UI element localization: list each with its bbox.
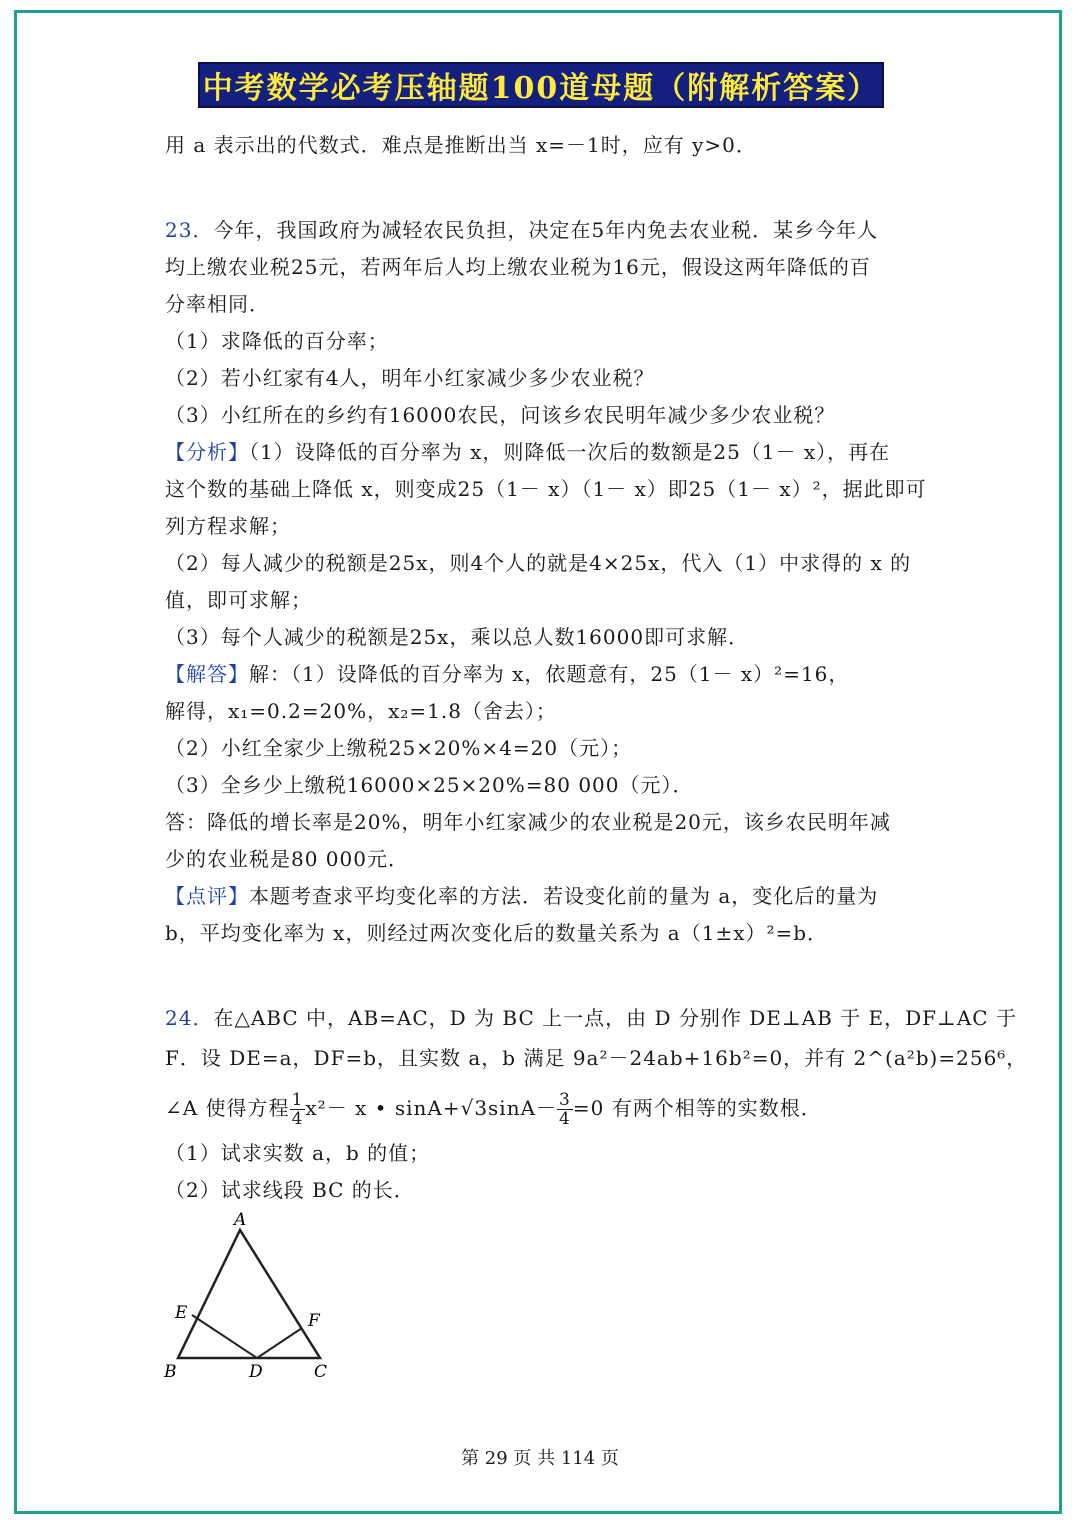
page-title: 中考数学必考压轴题100道母题（附解析答案）	[202, 71, 880, 106]
fraction-denominator: 4	[291, 1109, 304, 1129]
label-b: B	[164, 1362, 177, 1382]
answer-text: 解：（1）设降低的百分率为 x，依题意有，25（1－ x）²=16，	[249, 662, 850, 686]
analysis-line-2: 这个数的基础上降低 x，则变成25（1－ x）（1－ x）即25（1－ x）²，据此即可	[165, 477, 927, 501]
label-d: D	[249, 1362, 263, 1382]
title-banner	[198, 62, 884, 108]
page-footer: 第 29 页 共 114 页	[461, 1448, 619, 1469]
analysis-line-3: 列方程求解；	[165, 514, 291, 538]
review-tag: 【点评】	[165, 884, 249, 908]
triangle-figure	[160, 1208, 340, 1388]
analysis-line-4: （2）每人减少的税额是25x，则4个人的就是4×25x，代入（1）中求得的 x 的	[165, 551, 912, 575]
fraction-numerator: 1	[291, 1090, 304, 1110]
q24-part-2: （2）试求线段 BC 的长．	[165, 1178, 415, 1202]
label-a: A	[234, 1210, 247, 1230]
answer-line-3: （2）小红全家少上缴税25×20%×4=20（元）；	[165, 736, 633, 760]
q24-number: 24．	[165, 1006, 214, 1030]
answer-line-4: （3）全乡少上缴税16000×25×20%=80 000（元）．	[165, 773, 694, 797]
review-line-2: b，平均变化率为 x，则经过两次变化后的数量关系为 a（1±x）²=b．	[165, 921, 829, 945]
q23-part-1: （1）求降低的百分率；	[165, 329, 389, 353]
q24-text: 在△ABC 中，AB=AC，D 为 BC 上一点，由 D 分别作 DE⊥AB 于 E，DF⊥AC 于	[213, 1006, 1017, 1030]
triangle-abc	[178, 1230, 320, 1358]
answer-line-1	[165, 659, 925, 689]
q23-line-2: 均上缴农业税25元，若两年后人均上缴农业税为16元，假设这两年降低的百	[165, 255, 871, 279]
text-line: 用 a 表示出的代数式．难点是推断出当 x=－1时，应有 y>0．	[165, 133, 757, 157]
q23-line-1	[165, 215, 925, 245]
q24-text-c: =0 有两个相等的实数根．	[572, 1096, 822, 1120]
analysis-line-5: 值，即可求解；	[165, 588, 312, 612]
q23-number: 23．	[165, 218, 214, 242]
q24-line-2: F．设 DE=a，DF=b，且实数 a，b 满足 9a²－24ab+16b²=0，并有 2^(a²b)=256⁶，	[165, 1046, 1028, 1070]
answer-line-5: 答：降低的增长率是20%，明年小红家减少的农业税是20元，该乡农民明年减	[165, 810, 891, 834]
q24-line-3	[165, 1088, 925, 1128]
label-f: F	[308, 1311, 320, 1331]
fraction-denominator: 4	[559, 1109, 571, 1129]
analysis-tag: 【分析】	[165, 440, 249, 464]
answer-tag: 【解答】	[165, 662, 249, 686]
q23-text: 今年，我国政府为减轻农民负担，决定在5年内免去农业税．某乡今年人	[213, 218, 879, 242]
q23-part-3: （3）小红所在的乡约有16000农民，问该乡农民明年减少多少农业税？	[165, 403, 836, 427]
q24-text-b: x²－ x • sinA+√3sinA－	[305, 1096, 558, 1120]
answer-line-6: 少的农业税是80 000元．	[165, 847, 409, 871]
q24-line-1	[165, 1003, 1017, 1033]
analysis-text: （1）设降低的百分率为 x，则降低一次后的数额是25（1－ x），再在	[249, 440, 891, 464]
label-c: C	[314, 1362, 328, 1382]
review-line-1	[165, 881, 925, 911]
segment-de	[192, 1315, 257, 1358]
q24-text-a: ∠A 使得方程	[165, 1096, 290, 1120]
q23-line-3: 分率相同．	[165, 292, 270, 316]
fraction-one-quarter	[290, 1091, 306, 1128]
analysis-line-6: （3）每个人减少的税额是25x，乘以总人数16000即可求解．	[165, 625, 750, 649]
analysis-line-1	[165, 437, 925, 467]
fraction-three-quarters	[557, 1091, 573, 1128]
q23-part-2: （2）若小红家有4人，明年小红家减少多少农业税？	[165, 366, 655, 390]
review-text: 本题考查求平均变化率的方法．若设变化前的量为 a，变化后的量为	[249, 884, 879, 908]
q24-part-1: （1）试求实数 a，b 的值；	[165, 1141, 431, 1165]
segment-df	[257, 1328, 302, 1358]
answer-line-2: 解得，x₁=0.2=20%，x₂=1.8（舍去）；	[165, 699, 557, 723]
fraction-numerator: 3	[559, 1090, 571, 1110]
label-e: E	[175, 1303, 188, 1323]
